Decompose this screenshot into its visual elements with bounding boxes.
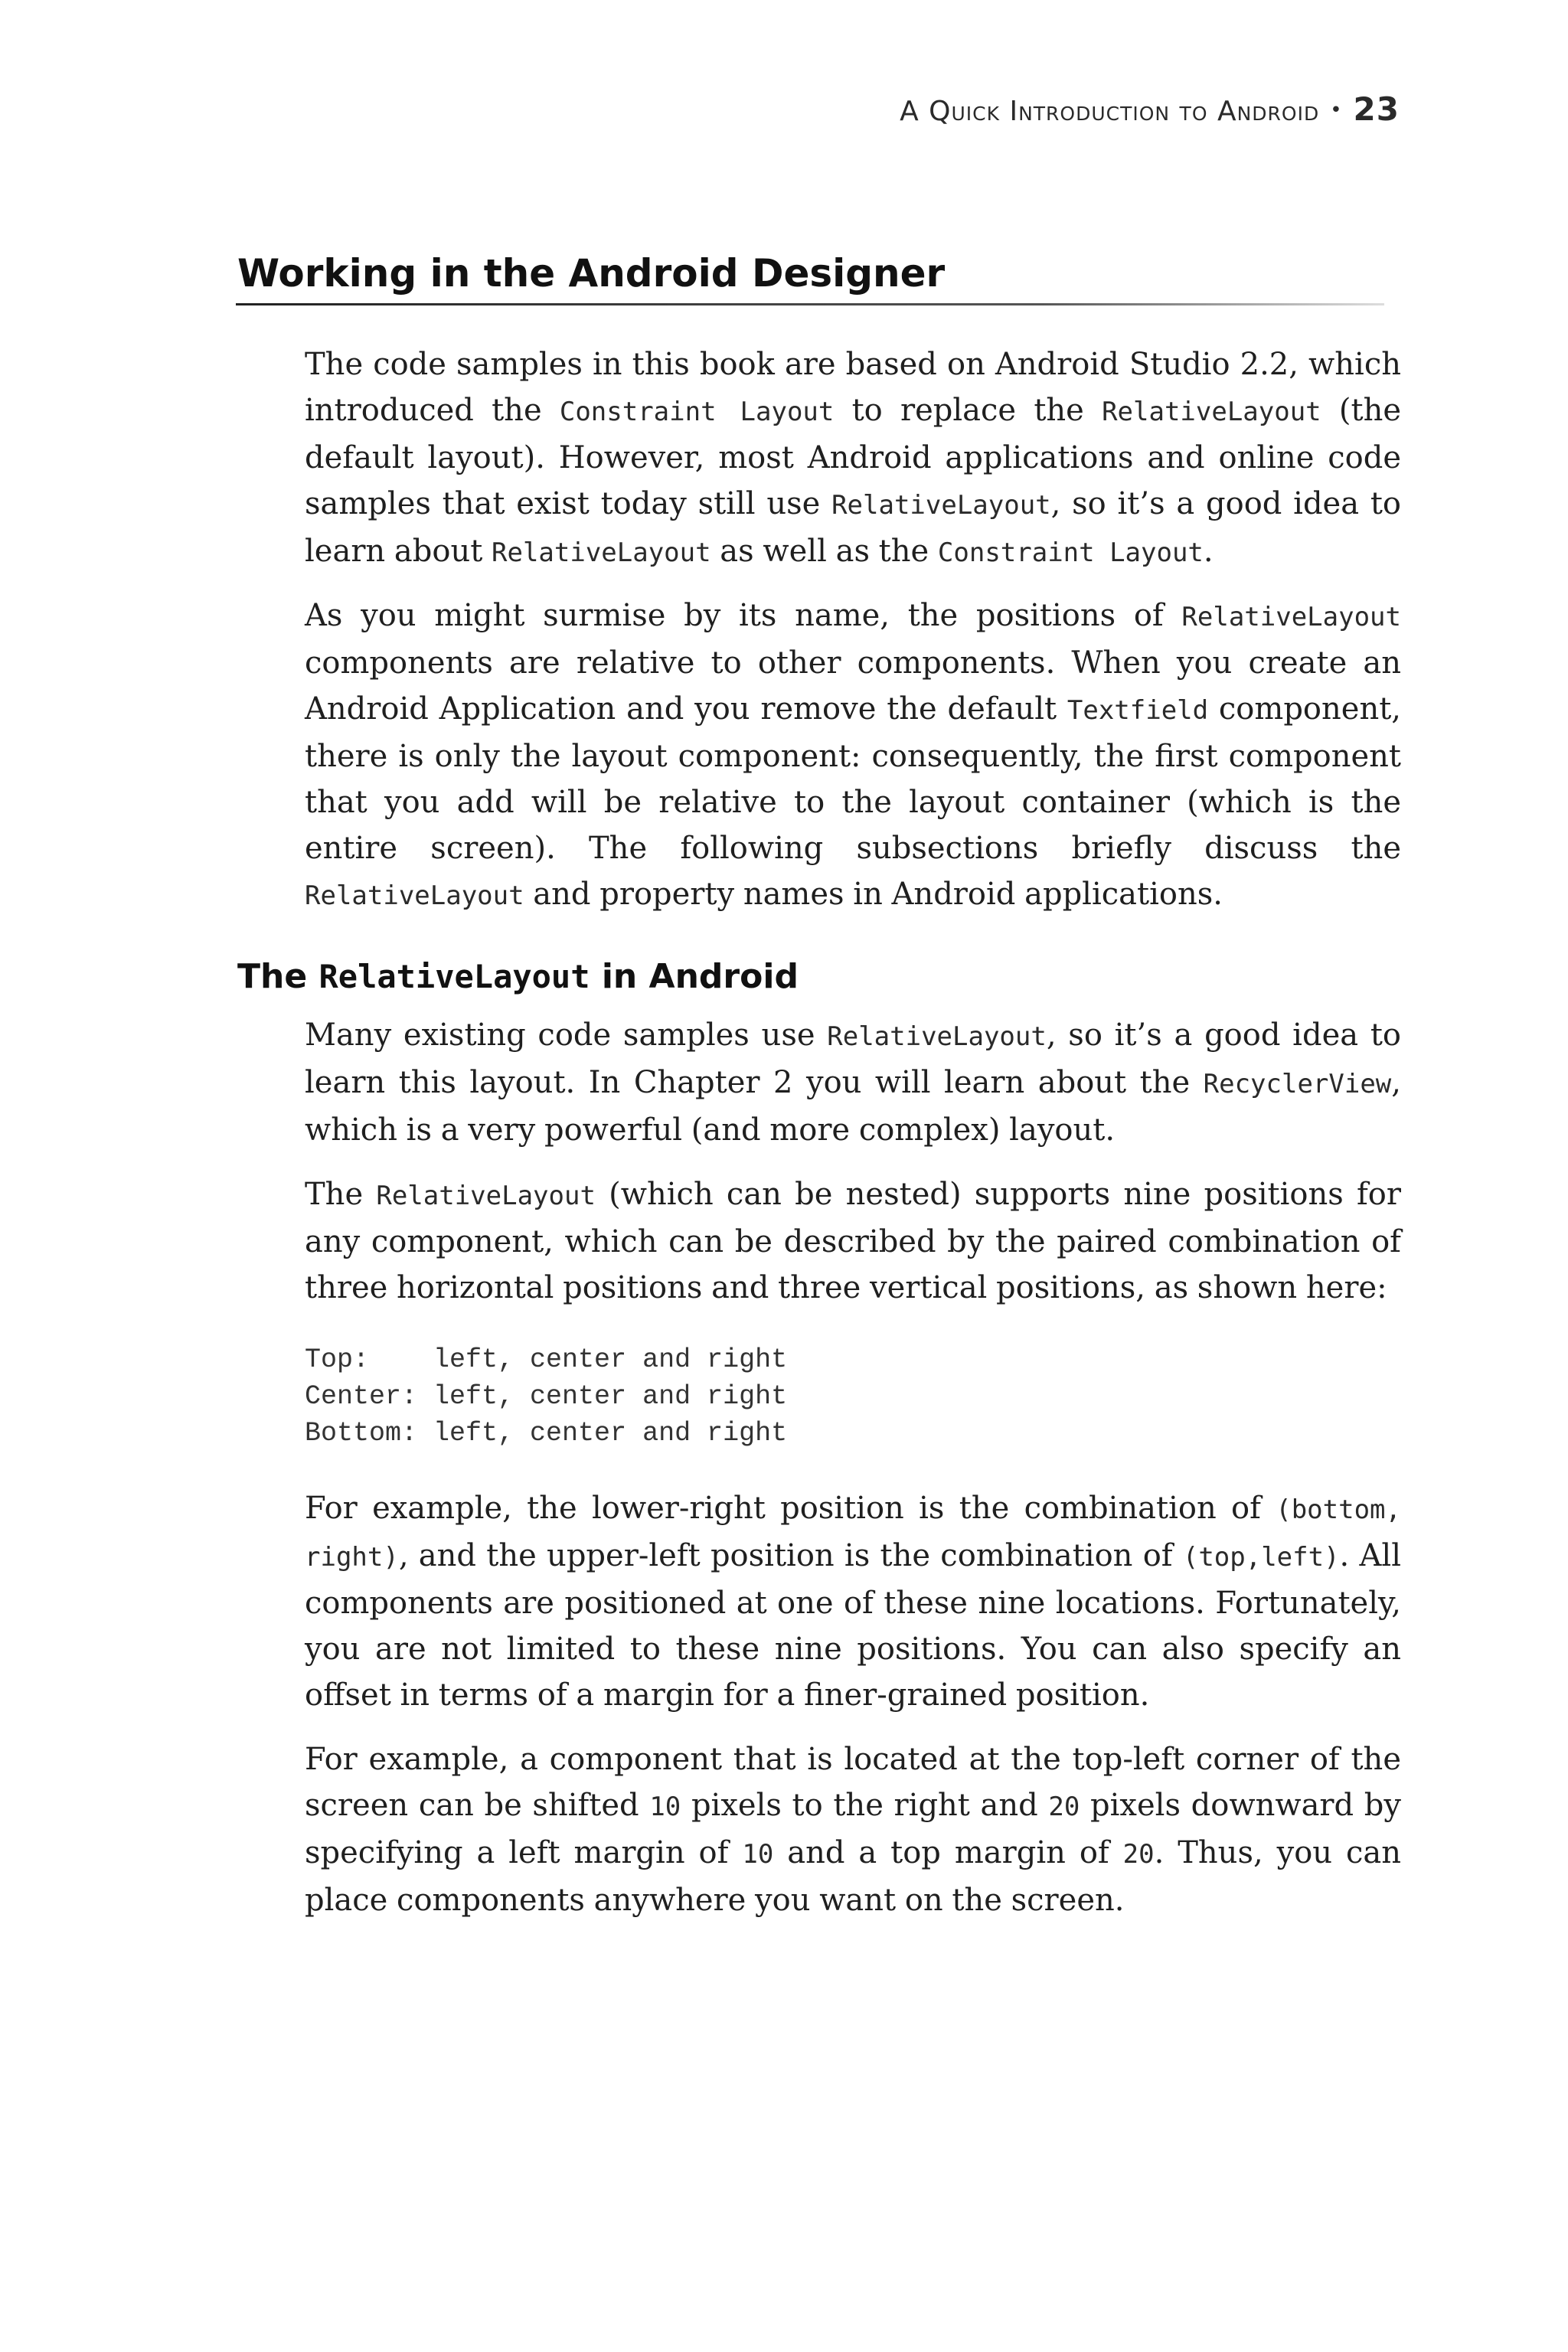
running-header-title: A Quick Introduction to Android [900,96,1320,127]
subsection-body-1 [305,1012,1401,1153]
section-heading-rule [236,303,1384,305]
paragraph-nine-positions: The RelativeLayout (which can be nested) supports nine positions for any component, which can be described by the paired combination of three horizontal positions and three vertical positions, as shown here: [305,1177,1401,1305]
code-line: Top: left, center and right [305,1344,788,1375]
section-body [305,341,1401,576]
subsection-body-4 [305,1736,1401,1923]
paragraph-relative-positions: As you might surmise by its name, the positions of RelativeLayout components are relative to other components. When you create an Android Application and you remove the default Textfield component, there is only the layout component: consequently, the first component that you add will be relative to the layout container (which is the entire screen). The following subsections briefly discuss the RelativeLayout and property names in Android applications. [305,598,1401,912]
paragraph-lower-right: For example, the lower-right position is the combination of (bottom, right), and the upper-left position is the combination of (top,left). All components are positioned at one of these nine locations. Fortunately, you are not limited to these nine positions. You can also specify an offset in terms of a margin for a finer-grained position. [305,1491,1401,1713]
paragraph-constraint-layout: The code samples in this book are based on Android Studio 2.2, which introduced the Constraint Layout to replace the RelativeLayout (the default layout). However, most Android applications and online code samples that exist today still use RelativeLayout, so it’s a good idea to learn about RelativeLayout as well as the Constraint Layout. [305,347,1401,569]
section-heading: Working in the Android Designer [237,251,946,296]
paragraph-existing-samples: Many existing code samples use RelativeLayout, so it’s a good idea to learn this layout. In Chapter 2 you will learn about the RecyclerView, which is a very powerful (and more complex) layout. [305,1018,1401,1148]
running-header [900,90,1400,128]
code-line: Center: left, center and right [305,1381,788,1412]
code-listing [305,1341,787,1452]
running-header-bullet: • [1330,99,1343,122]
page-number: 23 [1353,90,1400,128]
paragraph-margins: For example, a component that is located at the top-left corner of the screen can be shifted 10 pixels to the right and 20 pixels downward by specifying a left margin of 10 and a top margin of 20. Thus, you can place components anywhere you want on the screen. [305,1742,1402,1918]
section-body-2 [305,593,1401,919]
subsection-heading: The RelativeLayout in Android [237,957,799,996]
code-line: Bottom: left, center and right [305,1418,788,1449]
subsection-body-3 [305,1485,1401,1718]
subsection-body-2 [305,1171,1401,1311]
